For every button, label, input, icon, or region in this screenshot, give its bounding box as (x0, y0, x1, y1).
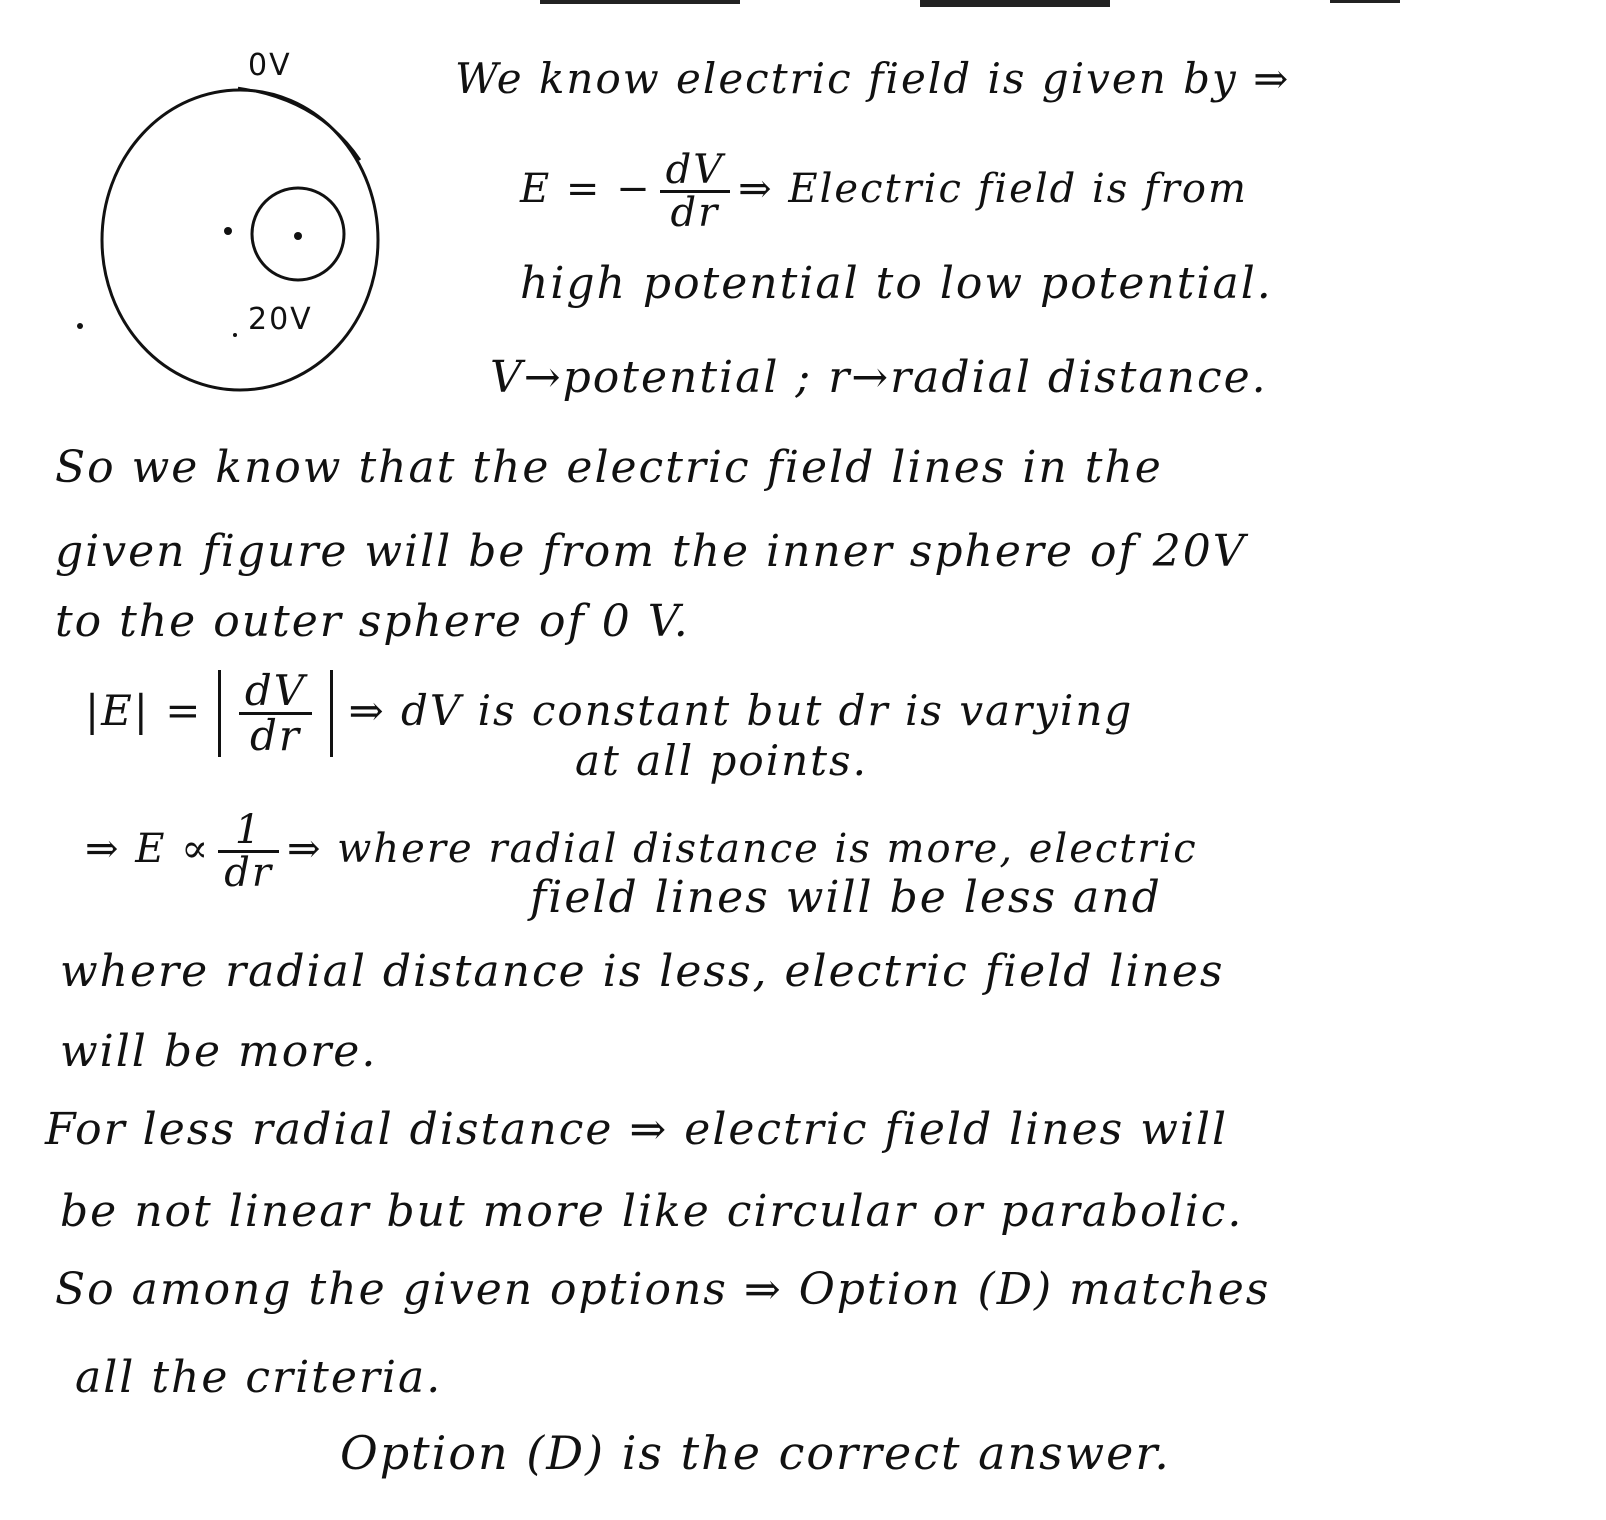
abs-e-suffix: ⇒ dV is constant but dr is varying (348, 685, 1134, 735)
scan-edge-mark (540, 0, 740, 4)
dv-dr-fraction (660, 147, 731, 236)
field-eq-prefix: E = − (520, 165, 652, 212)
text-line-18: Option (D) is the correct answer. (340, 1426, 1171, 1480)
spheres-figure (60, 30, 440, 400)
dv-dr-fraction (239, 666, 312, 760)
text-line-5: So we know that the electric field lines in the (55, 442, 1163, 493)
fraction-denominator: dr (224, 850, 273, 896)
text-line-3: high potential to low potential. (520, 258, 1273, 309)
fraction-denominator: dr (670, 190, 720, 236)
spheres-diagram (60, 30, 440, 400)
inner-sphere-label: 20V (248, 302, 313, 337)
inner-sphere-center-dot (294, 232, 302, 240)
outer-sphere-label: 0V (248, 48, 292, 83)
fraction-numerator: dV (239, 670, 312, 715)
text-line-11: field lines will be less and (530, 872, 1162, 923)
text-line-7: to the outer sphere of 0 V. (55, 596, 690, 647)
one-over-dr-fraction (218, 807, 279, 896)
text-line-13: will be more. (60, 1026, 378, 1077)
proportional-suffix: ⇒ where radial distance is more, electric (286, 825, 1198, 872)
label-dot (233, 333, 237, 337)
scan-edge-mark (1330, 0, 1400, 3)
abs-e-prefix: |E| = (85, 685, 203, 735)
fraction-numerator: dV (660, 150, 731, 193)
text-line-15: be not linear but more like circular or parabolic. (60, 1186, 1244, 1237)
text-line-14: For less radial distance ⇒ electric field lines will (45, 1104, 1229, 1155)
field-eq-suffix: ⇒ Electric field is from (738, 165, 1248, 212)
fraction-numerator: 1 (218, 810, 279, 853)
text-line-1: We know electric field is given by ⇒ (455, 54, 1291, 103)
absolute-value-bars (218, 666, 333, 760)
proportional-prefix: ⇒ E ∝ (85, 825, 211, 872)
outer-sphere-center-dot (224, 227, 232, 235)
text-line-17: all the criteria. (75, 1352, 443, 1403)
stray-dot (77, 323, 83, 329)
text-line-12: where radial distance is less, electric field lines (60, 946, 1225, 997)
text-line-6: given figure will be from the inner sphere of 20V (55, 526, 1247, 577)
outer-sphere-overlap-stroke (238, 88, 360, 160)
text-line-4: V→potential ; r→radial distance. (490, 352, 1268, 403)
fraction-denominator: dr (250, 711, 301, 760)
text-line-16: So among the given options ⇒ Option (D) matches (55, 1264, 1271, 1315)
scan-edge-mark (920, 0, 1110, 7)
text-line-2 (520, 147, 1248, 236)
outer-sphere (102, 90, 378, 390)
text-line-9: at all points. (575, 736, 868, 785)
